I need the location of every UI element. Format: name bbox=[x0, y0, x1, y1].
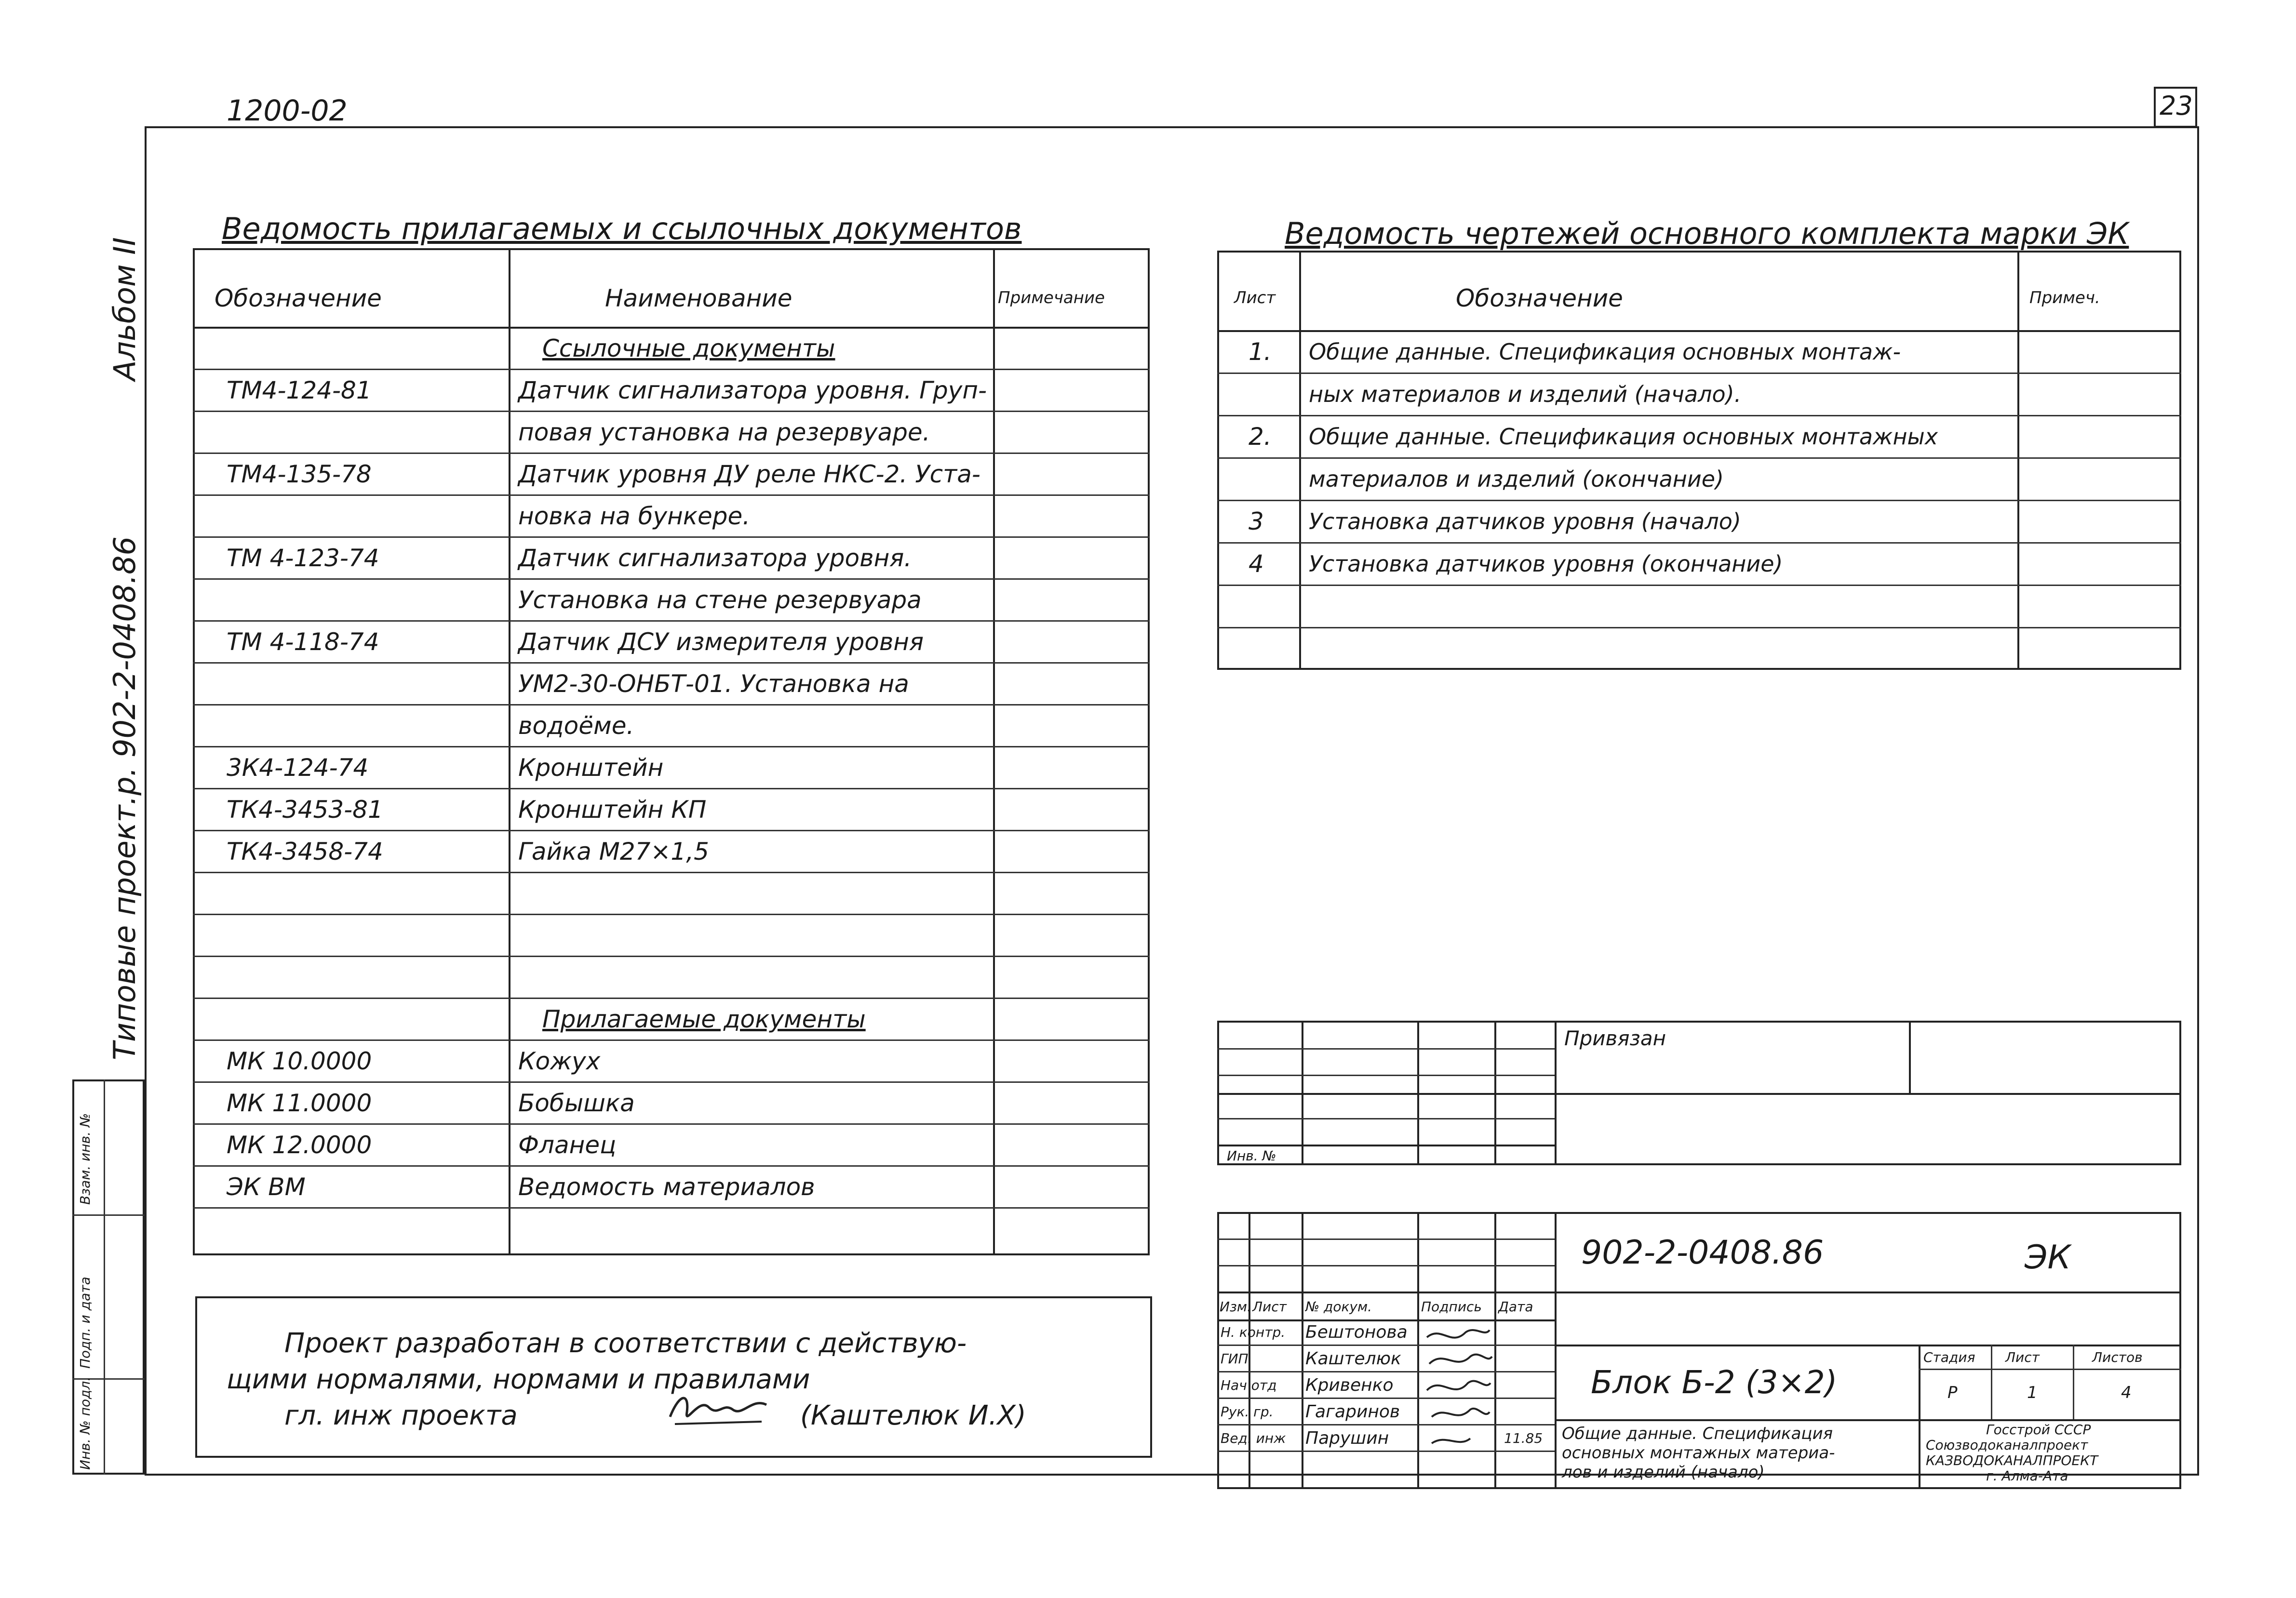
stage-header-stage: Стадия bbox=[1923, 1349, 1975, 1365]
left-row-code: ТМ 4-118-74 bbox=[227, 628, 379, 656]
right-row-divider bbox=[1217, 500, 2181, 501]
right-table-title: Ведомость чертежей основного комплекта марки ЭК bbox=[1285, 216, 2129, 251]
left-row-name: повая установка на резервуаре. bbox=[518, 418, 930, 446]
strip-label-3: Инв. № подл. bbox=[77, 1376, 93, 1470]
right-row-name: Общие данные. Спецификация основных монтаж- bbox=[1309, 339, 1901, 365]
left-row-name: Датчик уровня ДУ реле НКС-2. Уста- bbox=[518, 460, 980, 488]
left-section-heading: Ссылочные документы bbox=[542, 334, 835, 362]
signer-name: Бештонова bbox=[1305, 1322, 1408, 1342]
right-row-divider bbox=[1217, 415, 2181, 416]
title-block-column-header: Лист bbox=[1252, 1299, 1287, 1315]
left-row-divider bbox=[193, 872, 1150, 873]
org-line-2: Союзводоканалпроект bbox=[1926, 1437, 2088, 1453]
right-header-note: Примеч. bbox=[2029, 288, 2100, 307]
signer-date: 11.85 bbox=[1504, 1430, 1543, 1446]
stage-value-sheets: 4 bbox=[2121, 1383, 2132, 1402]
signer-name: Парушин bbox=[1305, 1428, 1389, 1448]
right-row-divider bbox=[1217, 373, 2181, 374]
signer-name: Кривенко bbox=[1305, 1375, 1394, 1395]
signer-role: ГИП bbox=[1221, 1351, 1249, 1367]
left-row-name: Датчик сигнализатора уровня. bbox=[518, 544, 912, 572]
left-row-divider bbox=[193, 453, 1150, 454]
page-number: 23 bbox=[2160, 91, 2193, 121]
left-row-name: Гайка М27×1,5 bbox=[518, 838, 709, 866]
right-table bbox=[1217, 251, 2181, 670]
title-designation: 902-2-0408.86 bbox=[1581, 1234, 1824, 1272]
left-row-code: ТМ4-135-78 bbox=[227, 460, 372, 488]
left-header-name: Наименование bbox=[605, 284, 792, 312]
left-row-divider bbox=[193, 830, 1150, 831]
right-row-divider bbox=[1217, 585, 2181, 586]
left-row-divider bbox=[193, 536, 1150, 538]
note-line-2: щими нормалями, нормами и правилами bbox=[227, 1364, 810, 1395]
left-row-divider bbox=[193, 578, 1150, 580]
left-row-name: Установка на стене резервуара bbox=[518, 586, 922, 614]
left-row-divider bbox=[193, 956, 1150, 957]
stage-value-sheet: 1 bbox=[2027, 1383, 2038, 1402]
right-row-name: Установка датчиков уровня (начало) bbox=[1309, 508, 1741, 534]
signer-role: Рук. гр. bbox=[1221, 1404, 1274, 1420]
series-code: 1200-02 bbox=[227, 94, 348, 128]
left-row-name: Кожух bbox=[518, 1047, 601, 1075]
left-table-title: Ведомость прилагаемых и ссылочных документов bbox=[222, 211, 1022, 246]
title-block-column-header: Дата bbox=[1498, 1299, 1533, 1315]
signer-role: Нач отд bbox=[1221, 1377, 1277, 1393]
right-row-divider bbox=[1217, 542, 2181, 544]
stage-value-stage: Р bbox=[1947, 1383, 1958, 1402]
left-row-divider bbox=[193, 662, 1150, 664]
left-row-name: новка на бункере. bbox=[518, 502, 751, 530]
left-row-divider bbox=[193, 788, 1150, 789]
left-section-heading: Прилагаемые документы bbox=[542, 1005, 866, 1033]
left-row-code: МК 11.0000 bbox=[227, 1089, 372, 1117]
left-row-code: ЭК ВМ bbox=[227, 1173, 306, 1201]
signer-role: Вед. инж bbox=[1221, 1430, 1286, 1446]
left-row-code: ТК4-3453-81 bbox=[227, 796, 383, 824]
right-row-divider bbox=[1217, 457, 2181, 459]
left-row-name: Бобышка bbox=[518, 1089, 635, 1117]
title-object: Блок Б-2 (3×2) bbox=[1591, 1364, 1838, 1401]
left-row-name: Фланец bbox=[518, 1131, 617, 1159]
right-row-name: Общие данные. Спецификация основных монтажных bbox=[1309, 424, 1938, 450]
left-row-divider bbox=[193, 1123, 1150, 1125]
left-row-divider bbox=[193, 1039, 1150, 1041]
right-row-divider bbox=[1217, 627, 2181, 628]
left-row-code: ТК4-3458-74 bbox=[227, 838, 383, 866]
left-row-divider bbox=[193, 411, 1150, 412]
left-row-divider bbox=[193, 1081, 1150, 1083]
stage-header-sheet: Лист bbox=[2005, 1349, 2040, 1365]
right-row-name: материалов и изделий (окончание) bbox=[1309, 466, 1724, 492]
left-row-name: Датчик ДСУ измерителя уровня bbox=[518, 628, 924, 656]
left-row-name: Датчик сигнализатора уровня. Груп- bbox=[518, 376, 987, 404]
note-line-3-label: гл. инж проекта bbox=[284, 1400, 518, 1431]
left-row-divider bbox=[193, 998, 1150, 999]
signer-role: Н. контр. bbox=[1221, 1324, 1286, 1340]
left-row-divider bbox=[193, 620, 1150, 622]
left-row-name: УМ2-30-ОНБТ-01. Установка на bbox=[518, 670, 909, 698]
left-row-code: ТМ 4-123-74 bbox=[227, 544, 379, 572]
left-row-name: Кронштейн bbox=[518, 754, 664, 782]
left-row-code: 3К4-124-74 bbox=[227, 754, 369, 782]
org-line-1: Госстрой СССР bbox=[1986, 1422, 2091, 1438]
signer-name: Гагаринов bbox=[1305, 1402, 1400, 1422]
left-row-divider bbox=[193, 746, 1150, 747]
right-row-name: ных материалов и изделий (начало). bbox=[1309, 381, 1742, 407]
right-row-name: Установка датчиков уровня (окончание) bbox=[1309, 551, 1783, 577]
right-row-sheet: 2. bbox=[1249, 423, 1272, 451]
stage-header-sheets: Листов bbox=[2092, 1349, 2143, 1365]
binding-label: Привязан bbox=[1564, 1026, 1666, 1050]
left-row-name: Ведомость материалов bbox=[518, 1173, 815, 1201]
left-row-code: МК 12.0000 bbox=[227, 1131, 372, 1159]
side-album: Альбом II bbox=[107, 237, 142, 381]
title-mark: ЭК bbox=[2025, 1238, 2071, 1277]
left-row-name: водоёме. bbox=[518, 712, 634, 740]
org-line-4: г. Алма-Ата bbox=[1986, 1468, 2068, 1484]
title-sheet-line-2: основных монтажных материа- bbox=[1562, 1443, 1835, 1463]
right-row-sheet: 3 bbox=[1249, 507, 1264, 535]
left-row-divider bbox=[193, 704, 1150, 706]
right-header-sheet: Лист bbox=[1234, 288, 1276, 307]
side-project-title: Типовые проект.р. 902-2-0408.86 bbox=[107, 536, 142, 1060]
right-row-sheet: 4 bbox=[1249, 550, 1264, 578]
note-line-1: Проект разработан в соответствии с действую- bbox=[284, 1328, 967, 1359]
org-line-3: КАЗВОДОКАНАЛПРОЕКТ bbox=[1926, 1452, 2098, 1468]
left-row-divider bbox=[193, 369, 1150, 370]
signatures-scribble bbox=[1422, 1323, 1494, 1482]
right-row-sheet: 1. bbox=[1249, 338, 1272, 366]
title-sheet-line-1: Общие данные. Спецификация bbox=[1562, 1424, 1833, 1443]
title-sheet-line-3: лов и изделий (начало) bbox=[1562, 1463, 1765, 1482]
left-row-divider bbox=[193, 1165, 1150, 1167]
strip-label-2: Подп. и дата bbox=[77, 1277, 93, 1369]
signer-name: Каштелюк bbox=[1305, 1349, 1401, 1369]
chief-engineer-signature bbox=[665, 1388, 771, 1431]
inventory-label: Инв. № bbox=[1227, 1148, 1276, 1164]
left-row-divider bbox=[193, 1207, 1150, 1209]
title-block-column-header: № докум. bbox=[1305, 1299, 1372, 1315]
title-block-column-header: Подпись bbox=[1421, 1299, 1482, 1315]
right-header-name: Обозначение bbox=[1456, 284, 1623, 312]
left-row-divider bbox=[193, 494, 1150, 496]
left-header-code: Обозначение bbox=[215, 284, 382, 312]
left-row-divider bbox=[193, 914, 1150, 915]
left-row-code: ТМ4-124-81 bbox=[227, 376, 372, 404]
title-block-column-header: Изм. bbox=[1220, 1299, 1251, 1315]
left-header-note: Примечание bbox=[998, 288, 1105, 307]
left-row-name: Кронштейн КП bbox=[518, 796, 707, 824]
left-row-code: МК 10.0000 bbox=[227, 1047, 372, 1075]
strip-label-1: Взам. инв. № bbox=[77, 1113, 93, 1205]
note-line-3-name: (Каштелюк И.Х) bbox=[800, 1400, 1026, 1431]
